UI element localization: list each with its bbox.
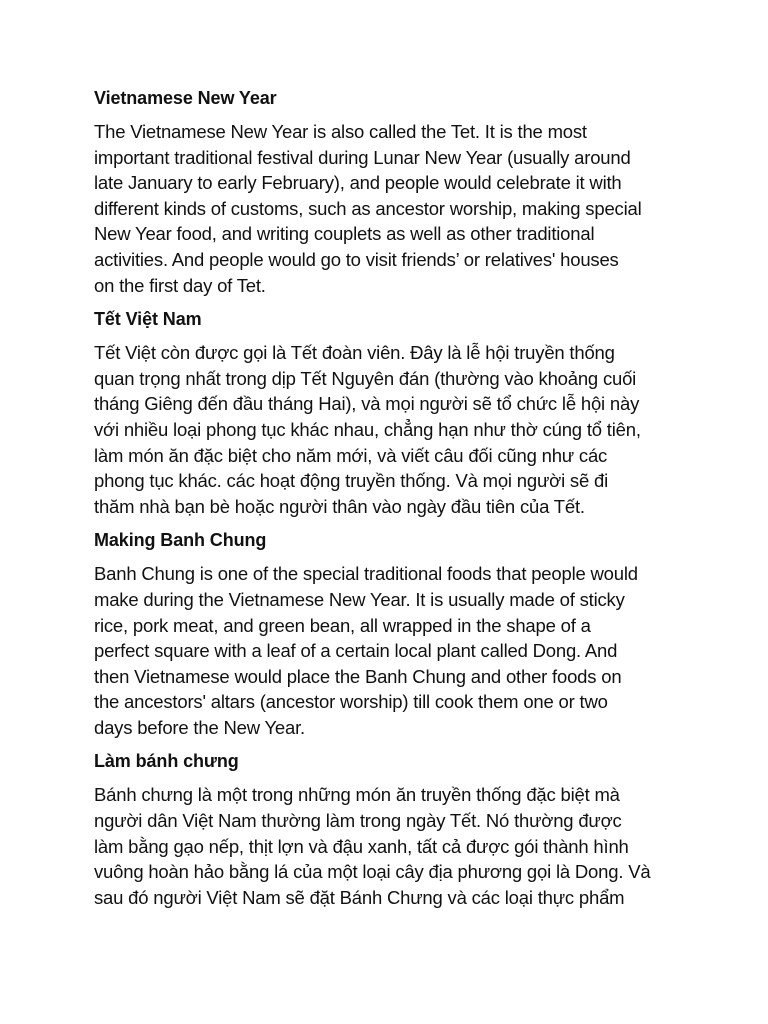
text-line: important traditional festival during Lunar New Year (usually around [94,146,631,168]
section-paragraph [94,561,684,740]
text-line: Bánh chưng là một trong những món ăn truyền thống đặc biệt mà [94,784,620,806]
section-heading: Tết Việt Nam [94,309,202,330]
text-line: late January to early February), and people would celebrate it with [94,172,622,194]
section-paragraph [94,782,684,910]
text-line: the ancestors' altars (ancestor worship) till cook them one or two [94,691,608,713]
text-line: activities. And people would go to visit friends’ or relatives' houses [94,248,619,270]
text-line: thăm nhà bạn bè hoặc người thân vào ngày đầu tiên của Tết. [94,495,585,517]
section-vietnamese-new-year [94,86,684,298]
text-line: then Vietnamese would place the Banh Chung and other foods on [94,665,622,687]
text-line: perfect square with a leaf of a certain local plant called Dong. And [94,640,618,662]
text-line: on the first day of Tet. [94,274,266,296]
section-paragraph [94,340,684,519]
text-line: days before the New Year. [94,716,305,738]
section-heading: Làm bánh chưng [94,751,239,772]
text-line: quan trọng nhất trong dịp Tết Nguyên đán (thường vào khoảng cuối [94,367,637,389]
section-heading: Vietnamese New Year [94,88,277,108]
text-line: với nhiều loại phong tục khác nhau, chẳng hạn như thờ cúng tổ tiên, [94,418,641,440]
section-tet-viet-nam [94,307,684,519]
text-line: Tết Việt còn được gọi là Tết đoàn viên. Đây là lễ hội truyền thống [94,342,615,364]
text-line: vuông hoàn hảo bằng lá của một loại cây địa phương gọi là Dong. Và [94,861,651,883]
text-line: make during the Vietnamese New Year. It is usually made of sticky [94,588,625,610]
text-line: New Year food, and writing couplets as well as other traditional [94,223,595,245]
text-line: rice, pork meat, and green bean, all wrapped in the shape of a [94,614,591,636]
text-line: phong tục khác. các hoạt động truyền thống. Và mọi người sẽ đi [94,470,609,492]
section-making-banh-chung [94,528,684,740]
section-lam-banh-chung [94,749,684,910]
text-line: Banh Chung is one of the special traditional foods that people would [94,563,638,585]
text-line: làm bằng gạo nếp, thịt lợn và đậu xanh, tất cả được gói thành hình [94,835,629,857]
text-line: làm món ăn đặc biệt cho năm mới, và viết câu đối cũng như các [94,444,608,466]
section-heading: Making Banh Chung [94,530,267,551]
text-line: The Vietnamese New Year is also called the Tet. It is the most [94,121,587,142]
text-line: different kinds of customs, such as ancestor worship, making special [94,197,642,219]
section-paragraph [94,119,684,298]
text-line: người dân Việt Nam thường làm trong ngày Tết. Nó thường được [94,810,622,832]
text-line: sau đó người Việt Nam sẽ đặt Bánh Chưng và các loại thực phẩm [94,886,625,908]
text-line: tháng Giêng đến đầu tháng Hai), và mọi người sẽ tổ chức lễ hội này [94,393,640,415]
document-page [94,86,684,919]
